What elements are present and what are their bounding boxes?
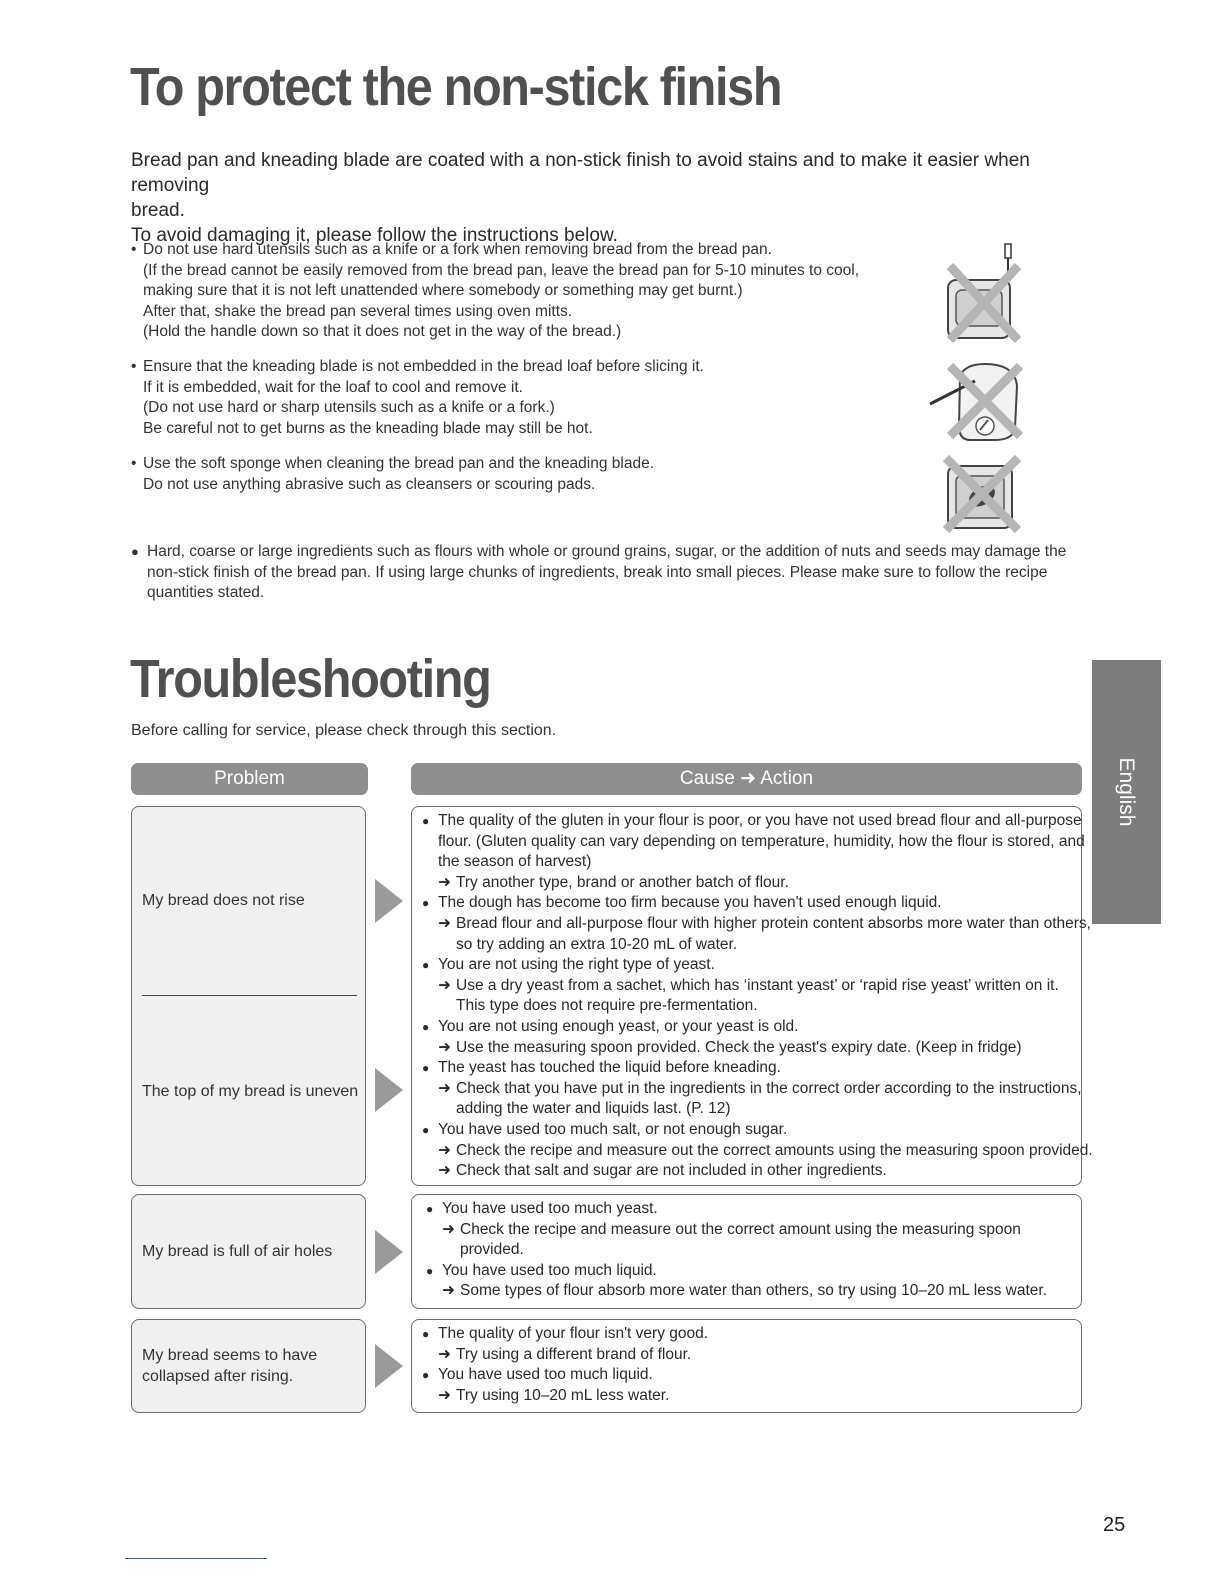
- problem-label: My bread does not rise: [142, 892, 305, 909]
- action-text: This type does not require pre-fermentation.: [456, 997, 758, 1015]
- arrow-icon: ➜: [438, 1162, 451, 1180]
- problem-label-line: My bread seems to have: [142, 1347, 318, 1364]
- action-text: Check the recipe and measure out the correct amounts using the measuring spoon provided.: [456, 1141, 1093, 1159]
- action-text: provided.: [460, 1241, 524, 1259]
- action-text: Use the measuring spoon provided. Check the yeast's expiry date. (Keep in fridge): [456, 1038, 1022, 1056]
- arrow-icon: ➜: [438, 1345, 451, 1363]
- intro-paragraph: [131, 148, 1091, 248]
- action-text: Try another type, brand or another batch of flour.: [456, 873, 789, 891]
- bullet-line: Do not use anything abrasive such as cleansers or scouring pads.: [143, 475, 596, 493]
- arrow-icon: ➜: [438, 914, 451, 932]
- arrow-icon: ➜: [438, 873, 451, 891]
- cause-text: The yeast has touched the liquid before kneading.: [438, 1059, 781, 1077]
- arrow-icon: ➜: [438, 1079, 451, 1097]
- bullet-marker: •: [131, 455, 137, 472]
- arrow-right-icon: [375, 1068, 403, 1112]
- cause-column-header: Cause ➜ Action: [411, 763, 1082, 795]
- bullet-line: (Hold the handle down so that it does not get in the way of the bread.): [143, 323, 622, 340]
- loaf-knife-prohibited-illustration: [925, 356, 1030, 448]
- bullet-line: Be careful not to get burns as the kneading blade may still be hot.: [143, 419, 593, 437]
- bullet-marker: ●: [422, 1327, 430, 1341]
- action-text: Try using 10–20 mL less water.: [456, 1386, 670, 1404]
- bullet-line: Do not use hard utensils such as a knife or a fork when removing bread from the bread pan.: [143, 241, 772, 258]
- bullet-line: (If the bread cannot be easily removed from the bread pan, leave the bread pan for 5-10 minutes to cool,: [143, 261, 860, 279]
- bullet-marker: ●: [422, 1061, 430, 1076]
- problem-box-air-holes: [131, 1194, 366, 1309]
- bullet-line: Ensure that the kneading blade is not embedded in the bread loaf before slicing it.: [143, 358, 704, 375]
- cause-text: flour. (Gluten quality can vary depending on temperature, humidity, how the flour is stored, and: [438, 832, 1085, 850]
- arrow-icon: ➜: [438, 1141, 451, 1159]
- arrow-icon: ➜: [438, 1038, 451, 1056]
- bullet-hard-utensils: [131, 240, 911, 343]
- action-text: Check the recipe and measure out the correct amount using the measuring spoon: [460, 1220, 1021, 1238]
- bullet-marker: ●: [422, 1368, 430, 1383]
- arrow-right-icon: [375, 879, 403, 923]
- action-text: Check that you have put in the ingredients in the correct order according to the instructions,: [456, 1079, 1082, 1097]
- bullet-marker: ●: [426, 1263, 434, 1278]
- page-number: 25: [1103, 1514, 1126, 1536]
- bullet-marker: ●: [422, 1122, 430, 1137]
- problem-label: The top of my bread is uneven: [142, 1083, 359, 1100]
- problem-column-header: Problem: [131, 763, 368, 795]
- cause-text: the season of harvest): [438, 853, 592, 871]
- cause-box-collapsed: [411, 1319, 1082, 1413]
- language-tab-label: English: [1115, 757, 1138, 827]
- bullet-marker: •: [131, 358, 137, 375]
- cause-box-rise-uneven: [411, 806, 1093, 1186]
- problem-label: My bread is full of air holes: [142, 1243, 333, 1260]
- cause-text: You have used too much liquid.: [438, 1366, 653, 1384]
- pan-scouring-prohibited-illustration: [940, 452, 1025, 534]
- note-marker: ●: [131, 544, 139, 559]
- problem-box-collapsed: [131, 1319, 366, 1413]
- cause-text: The quality of the gluten in your flour is poor, or you have not used bread flour and all-purpose: [438, 812, 1082, 829]
- bullet-marker: ●: [422, 1019, 430, 1034]
- arrow-icon: ➜: [442, 1220, 455, 1238]
- bullet-line: After that, shake the bread pan several times using oven mitts.: [143, 302, 573, 320]
- arrow-icon: ➜: [438, 1386, 451, 1404]
- action-text: Bread flour and all-purpose flour with higher protein content absorbs more water than others,: [456, 914, 1091, 932]
- bread-pan-fork-prohibited-illustration: [940, 240, 1030, 345]
- bullet-marker: •: [131, 241, 137, 258]
- cause-box-air-holes: [411, 1194, 1082, 1309]
- cause-text: You have used too much yeast.: [442, 1200, 658, 1217]
- bullet-marker: ●: [426, 1202, 434, 1216]
- non-stick-note: [131, 542, 1076, 604]
- cause-text: You are not using the right type of yeast.: [438, 956, 715, 974]
- problem-divider: [142, 995, 357, 996]
- arrow-icon: ➜: [442, 1282, 455, 1300]
- footer-link-underline: [125, 1558, 267, 1559]
- intro-line: bread.: [131, 200, 185, 221]
- cause-text: The dough has become too firm because you haven't used enough liquid.: [438, 894, 942, 912]
- intro-line: To avoid damaging it, please follow the instructions below.: [131, 225, 618, 246]
- section-title-troubleshooting: Troubleshooting: [130, 649, 491, 709]
- troubleshooting-lead: Before calling for service, please check through this section.: [131, 722, 557, 739]
- arrow-right-icon: [375, 1230, 403, 1274]
- bullet-kneading-blade: [131, 357, 911, 439]
- arrow-icon: ➜: [438, 976, 451, 994]
- note-text: Hard, coarse or large ingredients such as flours with whole or ground grains, sugar, or the addition of nuts and seeds may damage the non-stick finish of the bread pan. If using large chunks of ingredients, break into small pieces. Please make sure to follow the recipe quantities stated.: [147, 543, 1067, 601]
- intro-line: Bread pan and kneading blade are coated with a non-stick finish to avoid stains and to make it easier when removing: [131, 150, 1030, 196]
- cause-text: The quality of your flour isn't very good.: [438, 1325, 709, 1342]
- problem-label-line: collapsed after rising.: [142, 1368, 294, 1385]
- action-text: so try adding an extra 10-20 mL of water.: [456, 935, 738, 953]
- cause-text: You have used too much liquid.: [442, 1261, 657, 1279]
- bullet-line: Use the soft sponge when cleaning the bread pan and the kneading blade.: [143, 455, 655, 472]
- bullet-marker: ●: [422, 814, 430, 828]
- bullet-line: (Do not use hard or sharp utensils such as a knife or a fork.): [143, 399, 555, 416]
- bullet-marker: ●: [422, 896, 430, 911]
- bullet-line: making sure that it is not left unattended where somebody or something may get burnt.): [143, 282, 743, 299]
- arrow-right-icon: [375, 1344, 403, 1388]
- bullet-marker: ●: [422, 958, 430, 973]
- action-text: Try using a different brand of flour.: [456, 1345, 692, 1363]
- bullet-soft-sponge: [131, 454, 911, 495]
- cause-text: You are not using enough yeast, or your yeast is old.: [438, 1017, 799, 1035]
- action-text: Some types of flour absorb more water than others, so try using 10–20 mL less water.: [460, 1282, 1047, 1300]
- action-text: adding the water and liquids last. (P. 12): [456, 1100, 731, 1118]
- section-title-nonstick: To protect the non-stick finish: [130, 57, 782, 117]
- action-text: Use a dry yeast from a sachet, which has ‘instant yeast’ or ‘rapid rise yeast’ written on it.: [456, 976, 1059, 994]
- problem-box-rise-uneven: [131, 806, 366, 1186]
- bullet-line: If it is embedded, wait for the loaf to cool and remove it.: [143, 378, 523, 396]
- action-text: Check that salt and sugar are not included in other ingredients.: [456, 1162, 887, 1180]
- cause-text: You have used too much salt, or not enough sugar.: [438, 1120, 788, 1138]
- problem-label: [142, 1345, 317, 1387]
